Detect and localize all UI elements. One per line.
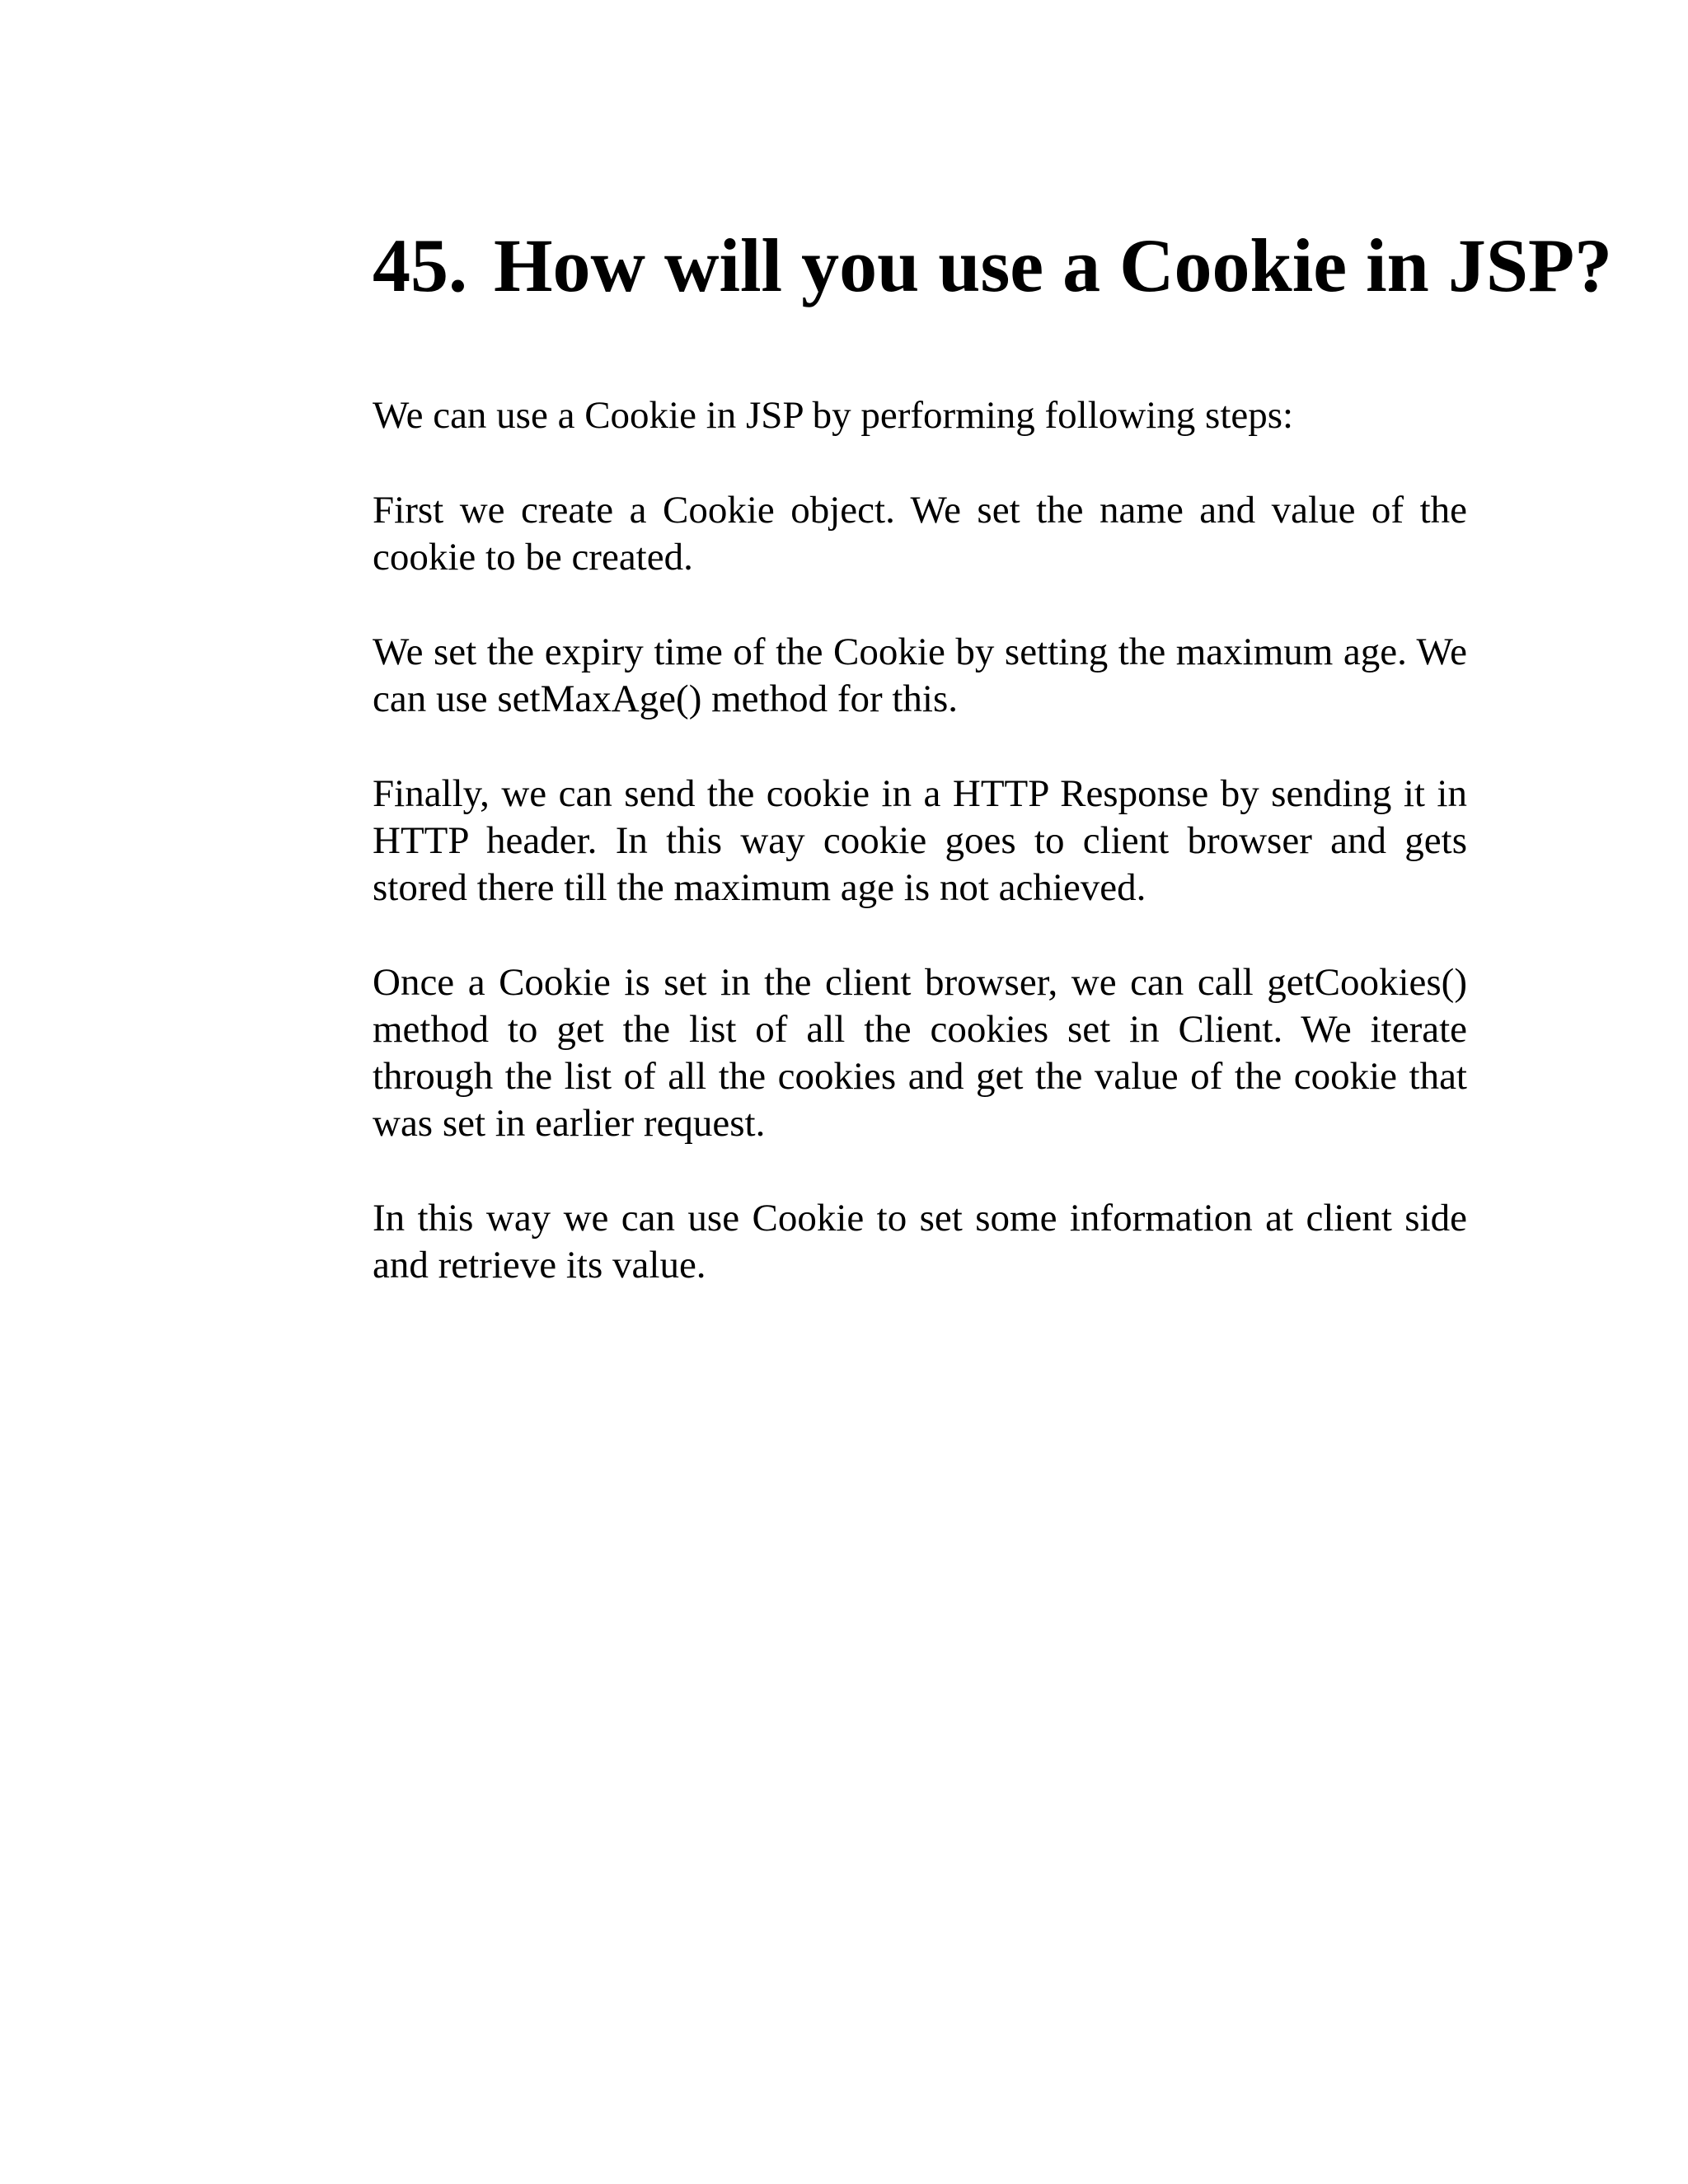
question-title: How will you use a Cookie in JSP? [494, 223, 1613, 307]
paragraph-get-cookies: Once a Cookie is set in the client browser, we can call getCookies() method to get the list of all the cookies set in Client. We iterate through the list of all the cookies and get the value of the cookie that was set in earlier request. [373, 960, 1467, 1145]
paragraph-send-cookie: Finally, we can send the cookie in a HTTP Response by sending it in HTTP header. In this way cookie goes to client browser and gets stored there till the maximum age is not achieved. [373, 771, 1467, 909]
paragraph-summary: In this way we can use Cookie to set some information at client side and retrieve its value. [373, 1196, 1467, 1286]
paragraph-set-expiry: We set the expiry time of the Cookie by setting the maximum age. We can use setMaxAge() method for this. [373, 630, 1467, 720]
page-content [373, 223, 1613, 1289]
question-number: 45. [373, 223, 467, 307]
intro-paragraph: We can use a Cookie in JSP by performing following steps: [373, 393, 1294, 437]
paragraph-create-cookie: First we create a Cookie object. We set the name and value of the cookie to be created. [373, 488, 1467, 579]
question-heading [373, 223, 1613, 310]
